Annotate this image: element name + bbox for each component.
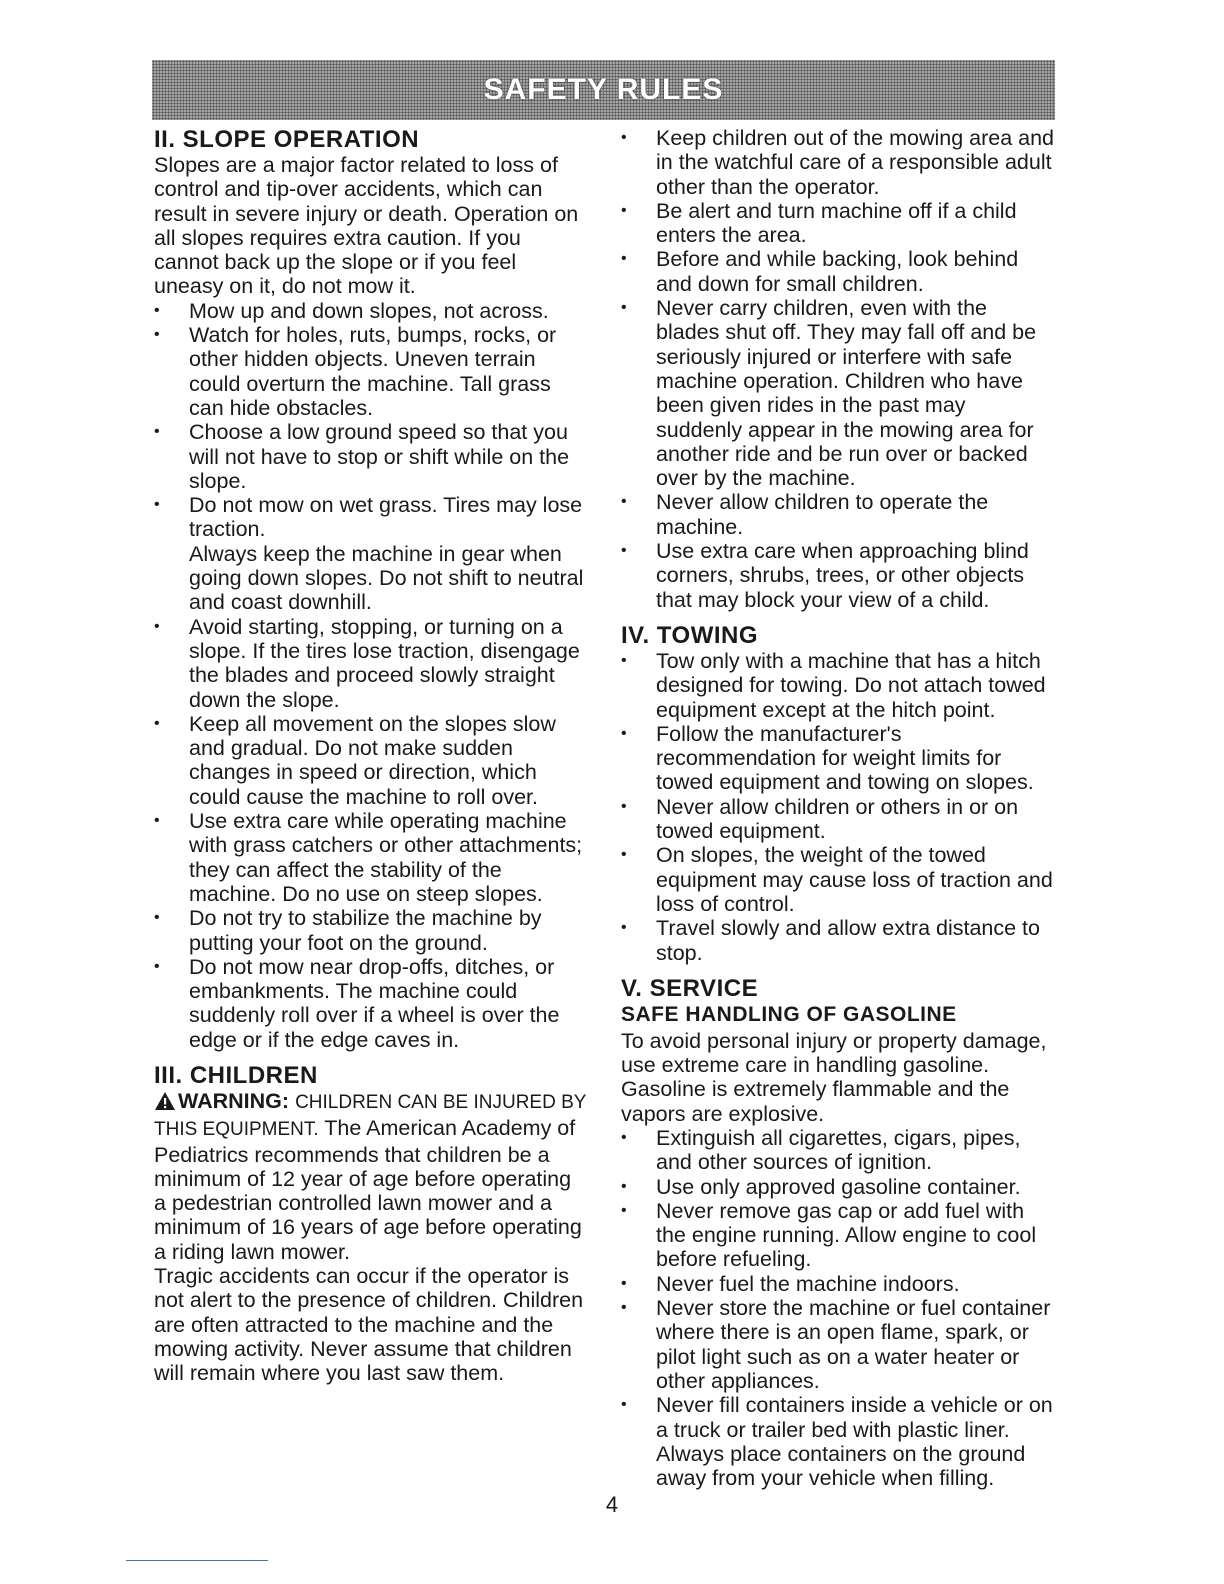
banner-title: SAFETY RULES <box>483 73 724 106</box>
list-item: • Never allow children to operate the machine. <box>621 490 1055 539</box>
right-column <box>621 126 1055 1490</box>
list-item: • Watch for holes, ruts, bumps, rocks, or other hidden objects. Uneven terrain could overturn the machine. Tall grass can hide obstacles. <box>154 323 588 420</box>
list-item: • Avoid starting, stopping, or turning on a slope. If the tires lose traction, disengage the blades and proceed slowly straight down the slope. <box>154 615 588 712</box>
children-heading: III. CHILDREN <box>154 1061 318 1089</box>
towing-rules-list <box>621 649 1055 965</box>
list-item: • Be alert and turn machine off if a child enters the area. <box>621 199 1055 248</box>
children-warning <box>154 1089 588 1264</box>
list-item: • Never fuel the machine indoors. <box>621 1272 1055 1296</box>
slope-operation-heading: II. SLOPE OPERATION <box>154 126 420 153</box>
list-item: • Before and while backing, look behind and down for small children. <box>621 247 1055 296</box>
towing-heading: IV. TOWING <box>621 621 759 649</box>
page-number: 4 <box>605 1492 619 1517</box>
list-item: • Do not mow near drop-offs, ditches, or embankments. The machine could suddenly roll over if a wheel is over the edge or if the edge caves in. <box>154 955 588 1052</box>
list-item: • Keep all movement on the slopes slow and gradual. Do not make sudden changes in speed or direction, which could cause the machine to roll over. <box>154 712 588 809</box>
list-item: • Use only approved gasoline container. <box>621 1175 1055 1199</box>
list-item: • Never store the machine or fuel container where there is an open flame, spark, or pilot light such as on a water heater or other appliances. <box>621 1296 1055 1393</box>
slope-rules-list <box>154 299 588 1052</box>
warning-triangle-icon <box>154 1091 176 1116</box>
footnote-divider <box>126 1560 268 1561</box>
list-item: • Never carry children, even with the blades shut off. They may fall off and be seriously injured or interfere with safe machine operation. Children who have been given rides in the past may suddenly appear in the mowing area for another ride and be run over or backed over by the machine. <box>621 296 1055 490</box>
list-item: • Travel slowly and allow extra distance to stop. <box>621 916 1055 965</box>
gasoline-rules-list <box>621 1126 1055 1490</box>
list-item: • Follow the manufacturer's recommendation for weight limits for towed equipment and towing on slopes. <box>621 722 1055 795</box>
list-item: • Never remove gas cap or add fuel with the engine running. Allow engine to cool before refueling. <box>621 1199 1055 1272</box>
list-item: • Tow only with a machine that has a hitch designed for towing. Do not attach towed equipment except at the hitch point. <box>621 649 1055 722</box>
list-item: • Do not try to stabilize the machine by putting your foot on the ground. <box>154 906 588 955</box>
list-item: • Use extra care when approaching blind corners, shrubs, trees, or other objects that may block your view of a child. <box>621 539 1055 612</box>
list-item: • Extinguish all cigarettes, cigars, pipes, and other sources of ignition. <box>621 1126 1055 1175</box>
list-item: Always keep the machine in gear when going down slopes. Do not shift to neutral and coast downhill. <box>189 541 584 615</box>
slope-intro: Slopes are a major factor related to loss of control and tip-over accidents, which can result in severe injury or death. Operation on all slopes requires extra caution. If you cannot back up the slope or if you feel uneasy on it, do not mow it. <box>154 153 579 299</box>
list-item: • On slopes, the weight of the towed equipment may cause loss of traction and loss of control. <box>621 843 1055 916</box>
warning-caps: CHILDREN CAN BE INJURED BY THIS EQUIPMENT. <box>154 1091 587 1141</box>
list-item: • Use extra care while operating machine with grass catchers or other attachments; they can affect the stability of the machine. Do no use on steep slopes. <box>154 809 588 906</box>
list-item: • Mow up and down slopes, not across. <box>154 299 588 323</box>
gasoline-subheading: SAFE HANDLING OF GASOLINE <box>621 1002 957 1026</box>
list-item: • Choose a low ground speed so that you will not have to stop or shift while on the slope. <box>154 420 588 493</box>
list-item: • Never allow children or others in or on towed equipment. <box>621 795 1055 844</box>
safety-rules-banner <box>152 60 1055 120</box>
children-paragraph: Tragic accidents can occur if the operator is not alert to the presence of children. Children are often attracted to the machine and the mowing activity. Never assume that children will remain where you last saw them. <box>154 1264 584 1386</box>
list-item: • Do not mow on wet grass. Tires may lose traction. <box>154 493 588 542</box>
left-column <box>154 126 588 1386</box>
list-item: • Never fill containers inside a vehicle or on a truck or trailer bed with plastic liner. Always place containers on the ground away from your vehicle when filling. <box>621 1393 1055 1490</box>
service-heading: V. SERVICE <box>621 974 759 1002</box>
list-item: • Keep children out of the mowing area and in the watchful care of a responsible adult other than the operator. <box>621 126 1055 199</box>
warning-text: The American Academy of Pediatrics recommends that children be a minimum of 12 year of age before operating a pedestrian controlled lawn mower and a minimum of 16 years of age before operating a riding lawn mower. <box>154 1116 582 1264</box>
service-intro: To avoid personal injury or property damage, use extreme care in handling gasoline. Gasoline is extremely flammable and the vapors are explosive. <box>621 1028 1047 1126</box>
warning-label: WARNING: <box>178 1088 290 1113</box>
children-rules-list <box>621 126 1055 612</box>
